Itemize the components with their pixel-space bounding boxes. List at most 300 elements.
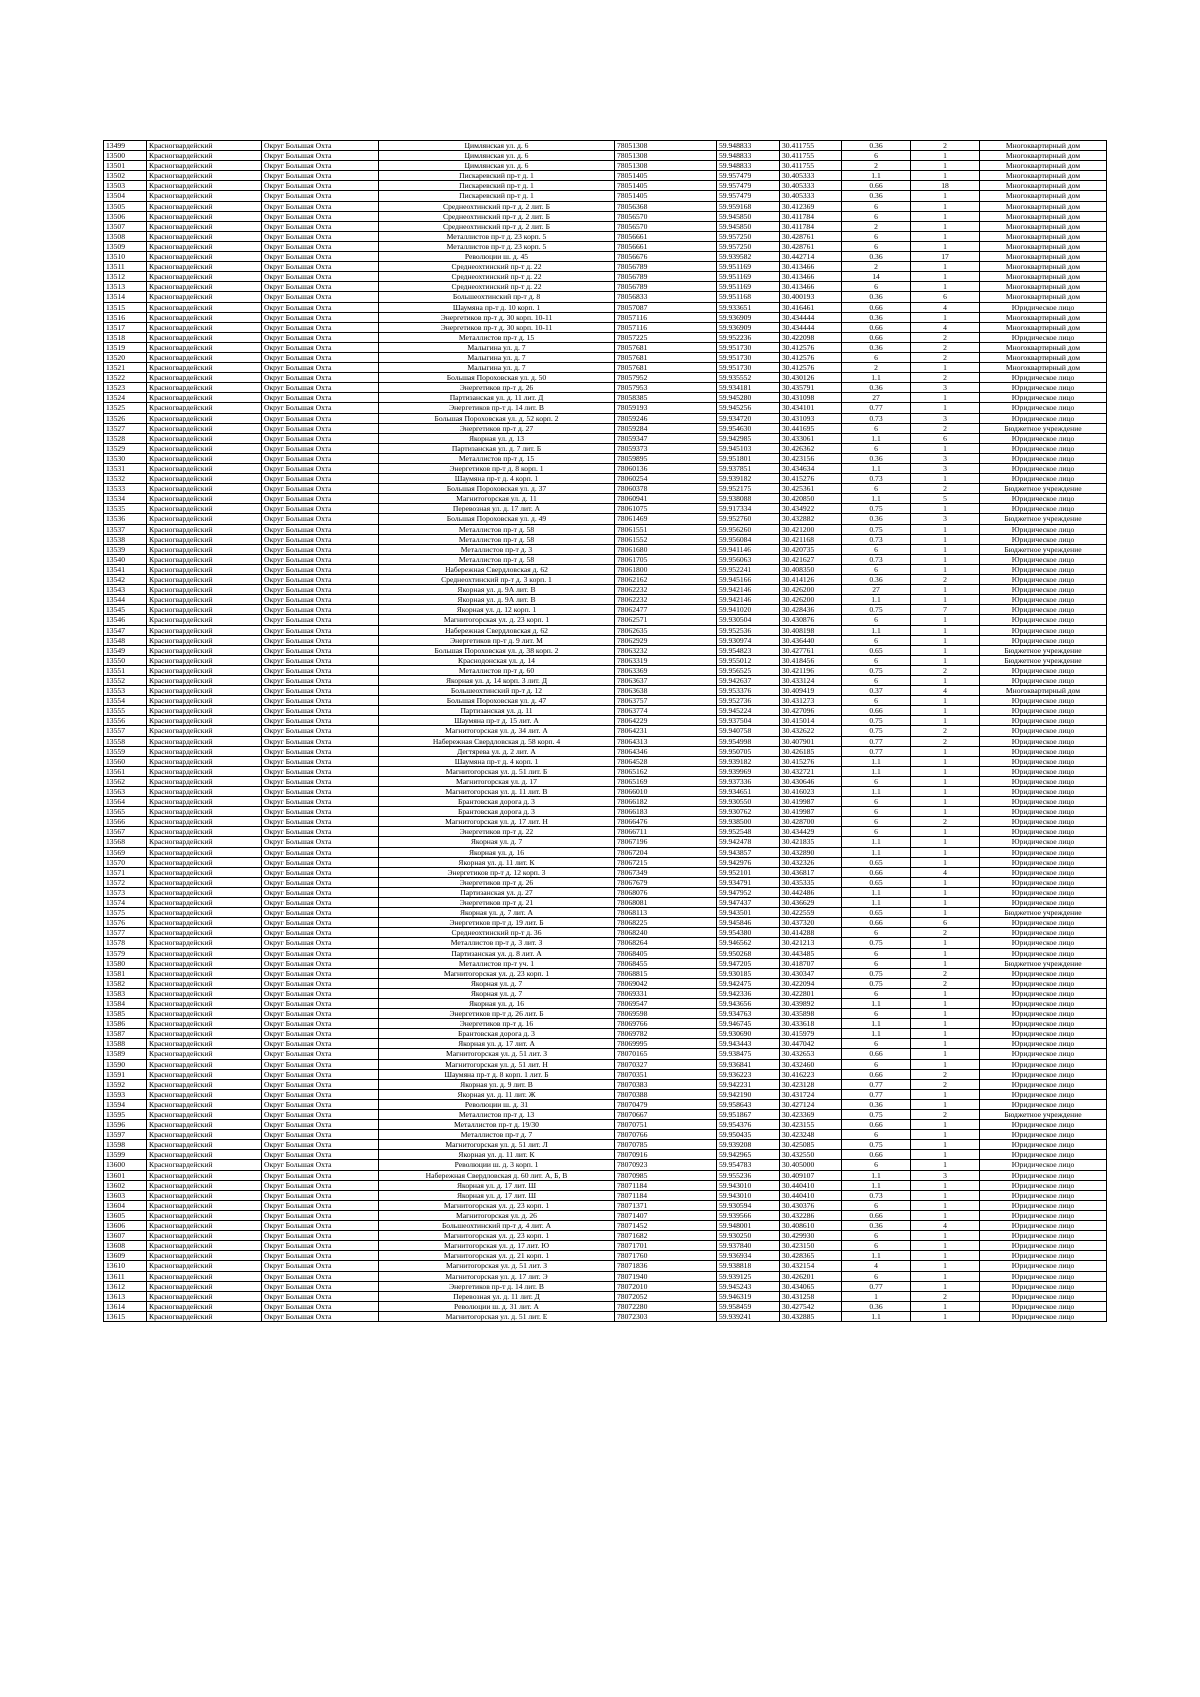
cell-owner-type: Юридическое лицо [980, 847, 1107, 857]
cell-container-count: 4 [911, 322, 980, 332]
cell-longitude: 30.411755 [780, 161, 842, 171]
cell-container-volume: 6 [842, 797, 911, 807]
cell-container-count: 1 [911, 998, 980, 1008]
cell-container-volume: 1.1 [842, 766, 911, 776]
cell-owner-type: Юридическое лицо [980, 867, 1107, 877]
cell-longitude: 30.405333 [780, 191, 842, 201]
cell-container-volume: 0.36 [842, 312, 911, 322]
cell-object-code: 78069547 [615, 998, 717, 1008]
table-row [104, 221, 1107, 231]
cell-municipal-okrug: Округ Большая Охта [262, 998, 379, 1008]
cell-object-code: 78062929 [615, 635, 717, 645]
cell-longitude: 30.442714 [780, 252, 842, 262]
cell-longitude: 30.433124 [780, 675, 842, 685]
cell-container-count: 1 [911, 534, 980, 544]
cell-longitude: 30.420735 [780, 544, 842, 554]
cell-container-count: 1 [911, 595, 980, 605]
cell-owner-type: Многоквартирный дом [980, 322, 1107, 332]
cell-latitude: 59.952241 [717, 564, 780, 574]
cell-address: Партизанская ул. д. 11 лит. Д [379, 393, 615, 403]
cell-record-id: 13547 [104, 625, 147, 635]
cell-object-code: 78067349 [615, 867, 717, 877]
cell-municipal-okrug: Округ Большая Охта [262, 595, 379, 605]
cell-address: Энергетиков пр-т д. 19 лит. Б [379, 918, 615, 928]
cell-longitude: 30.431258 [780, 1291, 842, 1301]
cell-latitude: 59.952736 [717, 696, 780, 706]
cell-owner-type: Многоквартирный дом [980, 151, 1107, 161]
cell-object-code: 78051308 [615, 161, 717, 171]
cell-record-id: 13529 [104, 443, 147, 453]
cell-municipal-okrug: Округ Большая Охта [262, 524, 379, 534]
cell-longitude: 30.405000 [780, 1160, 842, 1170]
cell-object-code: 78063637 [615, 675, 717, 685]
cell-container-volume: 0.75 [842, 968, 911, 978]
cell-district: Красногвардейский [147, 817, 262, 827]
table-row [104, 332, 1107, 342]
cell-latitude: 59.940758 [717, 726, 780, 736]
cell-latitude: 59.939566 [717, 1210, 780, 1220]
cell-latitude: 59.953376 [717, 686, 780, 696]
cell-latitude: 59.939969 [717, 766, 780, 776]
cell-municipal-okrug: Округ Большая Охта [262, 554, 379, 564]
cell-district: Красногвардейский [147, 1089, 262, 1099]
cell-district: Красногвардейский [147, 141, 262, 151]
cell-latitude: 59.948833 [717, 161, 780, 171]
cell-container-volume: 0.36 [842, 191, 911, 201]
cell-container-volume: 1.1 [842, 625, 911, 635]
cell-container-count: 2 [911, 817, 980, 827]
cell-address: Якорная ул. д. 9 лит. В [379, 1079, 615, 1089]
cell-record-id: 13601 [104, 1170, 147, 1180]
cell-municipal-okrug: Округ Большая Охта [262, 443, 379, 453]
cell-district: Красногвардейский [147, 423, 262, 433]
cell-owner-type: Юридическое лицо [980, 1099, 1107, 1109]
table-row [104, 1089, 1107, 1099]
cell-owner-type: Юридическое лицо [980, 1301, 1107, 1311]
cell-longitude: 30.419987 [780, 797, 842, 807]
cell-district: Красногвардейский [147, 766, 262, 776]
cell-owner-type: Многоквартирный дом [980, 272, 1107, 282]
cell-address: Энергетиков пр-т д. 22 [379, 827, 615, 837]
cell-latitude: 59.943857 [717, 847, 780, 857]
cell-record-id: 13586 [104, 1019, 147, 1029]
cell-container-count: 1 [911, 211, 980, 221]
cell-district: Красногвардейский [147, 211, 262, 221]
cell-latitude: 59.943010 [717, 1180, 780, 1190]
cell-longitude: 30.432154 [780, 1261, 842, 1271]
cell-owner-type: Юридическое лицо [980, 817, 1107, 827]
cell-container-volume: 6 [842, 443, 911, 453]
cell-district: Красногвардейский [147, 191, 262, 201]
cell-latitude: 59.936909 [717, 312, 780, 322]
cell-longitude: 30.447042 [780, 1039, 842, 1049]
cell-municipal-okrug: Округ Большая Охта [262, 141, 379, 151]
table-row [104, 373, 1107, 383]
cell-owner-type: Бюджетное учреждение [980, 514, 1107, 524]
cell-district: Красногвардейский [147, 151, 262, 161]
cell-municipal-okrug: Округ Большая Охта [262, 665, 379, 675]
table-row [104, 272, 1107, 282]
cell-record-id: 13566 [104, 817, 147, 827]
cell-longitude: 30.430646 [780, 776, 842, 786]
cell-longitude: 30.432721 [780, 766, 842, 776]
cell-owner-type: Юридическое лицо [980, 827, 1107, 837]
cell-latitude: 59.945103 [717, 443, 780, 453]
cell-district: Красногвардейский [147, 171, 262, 181]
cell-address: Металлистов пр-т д. 13 [379, 1110, 615, 1120]
cell-latitude: 59.945166 [717, 575, 780, 585]
cell-object-code: 78069995 [615, 1039, 717, 1049]
table-row [104, 1170, 1107, 1180]
cell-record-id: 13500 [104, 151, 147, 161]
cell-container-volume: 6 [842, 807, 911, 817]
cell-district: Красногвардейский [147, 342, 262, 352]
cell-address: Якорная ул. д. 9А лит. В [379, 595, 615, 605]
cell-record-id: 13609 [104, 1251, 147, 1261]
cell-container-volume: 1.1 [842, 898, 911, 908]
cell-owner-type: Бюджетное учреждение [980, 423, 1107, 433]
cell-record-id: 13541 [104, 564, 147, 574]
cell-municipal-okrug: Округ Большая Охта [262, 877, 379, 887]
cell-latitude: 59.930504 [717, 615, 780, 625]
cell-municipal-okrug: Округ Большая Охта [262, 363, 379, 373]
cell-latitude: 59.956525 [717, 665, 780, 675]
cell-object-code: 78061551 [615, 524, 717, 534]
table-row [104, 908, 1107, 918]
cell-object-code: 78060136 [615, 464, 717, 474]
cell-latitude: 59.951730 [717, 352, 780, 362]
cell-container-volume: 6 [842, 635, 911, 645]
cell-latitude: 59.946745 [717, 1019, 780, 1029]
cell-district: Красногвардейский [147, 231, 262, 241]
cell-latitude: 59.957479 [717, 191, 780, 201]
cell-district: Красногвардейский [147, 534, 262, 544]
cell-container-volume: 0.65 [842, 857, 911, 867]
cell-container-volume: 6 [842, 231, 911, 241]
table-row [104, 837, 1107, 847]
cell-container-count: 3 [911, 1170, 980, 1180]
cell-latitude: 59.937504 [717, 716, 780, 726]
table-row [104, 252, 1107, 262]
cell-longitude: 30.426185 [780, 746, 842, 756]
table-row [104, 342, 1107, 352]
cell-district: Красногвардейский [147, 1110, 262, 1120]
cell-address: Большеохтинский пр-т д. 12 [379, 686, 615, 696]
cell-district: Красногвардейский [147, 373, 262, 383]
cell-longitude: 30.427761 [780, 645, 842, 655]
cell-municipal-okrug: Округ Большая Охта [262, 383, 379, 393]
cell-record-id: 13571 [104, 867, 147, 877]
cell-owner-type: Юридическое лицо [980, 988, 1107, 998]
cell-municipal-okrug: Округ Большая Охта [262, 1281, 379, 1291]
cell-longitude: 30.432460 [780, 1059, 842, 1069]
cell-container-count: 3 [911, 453, 980, 463]
table-row [104, 181, 1107, 191]
cell-municipal-okrug: Округ Большая Охта [262, 686, 379, 696]
cell-container-count: 1 [911, 746, 980, 756]
cell-latitude: 59.951867 [717, 1110, 780, 1120]
table-row [104, 595, 1107, 605]
cell-address: Большеохтинский пр-т д. 8 [379, 292, 615, 302]
cell-owner-type: Юридическое лицо [980, 1251, 1107, 1261]
cell-record-id: 13580 [104, 958, 147, 968]
table-row [104, 645, 1107, 655]
cell-container-count: 1 [911, 1059, 980, 1069]
cell-object-code: 78071371 [615, 1200, 717, 1210]
cell-object-code: 78060941 [615, 494, 717, 504]
table-row [104, 948, 1107, 958]
cell-district: Красногвардейский [147, 474, 262, 484]
cell-record-id: 13504 [104, 191, 147, 201]
cell-municipal-okrug: Округ Большая Охта [262, 787, 379, 797]
cell-container-volume: 4 [842, 1261, 911, 1271]
cell-municipal-okrug: Округ Большая Охта [262, 1029, 379, 1039]
cell-district: Красногвардейский [147, 1281, 262, 1291]
table-row [104, 1311, 1107, 1321]
cell-latitude: 59.957479 [717, 171, 780, 181]
cell-container-volume: 6 [842, 1200, 911, 1210]
cell-owner-type: Юридическое лицо [980, 302, 1107, 312]
cell-container-volume: 1.1 [842, 1311, 911, 1321]
cell-address: Магнитогорская ул. д. 51 лит. З [379, 1261, 615, 1271]
cell-container-volume: 6 [842, 1160, 911, 1170]
cell-municipal-okrug: Округ Большая Охта [262, 625, 379, 635]
cell-longitude: 30.434101 [780, 403, 842, 413]
cell-object-code: 78063319 [615, 655, 717, 665]
cell-district: Красногвардейский [147, 282, 262, 292]
cell-address: Партизанская ул. д. 7 лит. Б [379, 443, 615, 453]
table-row [104, 625, 1107, 635]
cell-latitude: 59.942475 [717, 978, 780, 988]
cell-container-volume: 0.77 [842, 1281, 911, 1291]
cell-address: Брантовская дорога д. 3 [379, 1029, 615, 1039]
cell-record-id: 13558 [104, 736, 147, 746]
table-row [104, 867, 1107, 877]
cell-district: Красногвардейский [147, 1221, 262, 1231]
cell-longitude: 30.412369 [780, 201, 842, 211]
cell-container-count: 3 [911, 464, 980, 474]
cell-owner-type: Многоквартирный дом [980, 141, 1107, 151]
cell-object-code: 78063757 [615, 696, 717, 706]
cell-record-id: 13590 [104, 1059, 147, 1069]
cell-owner-type: Юридическое лицо [980, 706, 1107, 716]
cell-object-code: 78057953 [615, 383, 717, 393]
cell-record-id: 13530 [104, 453, 147, 463]
cell-container-count: 1 [911, 696, 980, 706]
cell-district: Красногвардейский [147, 1039, 262, 1049]
table-row [104, 292, 1107, 302]
table-row [104, 938, 1107, 948]
cell-owner-type: Юридическое лицо [980, 1221, 1107, 1231]
cell-longitude: 30.408198 [780, 625, 842, 635]
cell-record-id: 13592 [104, 1079, 147, 1089]
cell-record-id: 13516 [104, 312, 147, 322]
cell-container-count: 1 [911, 635, 980, 645]
cell-record-id: 13557 [104, 726, 147, 736]
cell-address: Магнитогорская ул. д. 23 корп. 1 [379, 615, 615, 625]
cell-object-code: 78070667 [615, 1110, 717, 1120]
cell-latitude: 59.935552 [717, 373, 780, 383]
cell-owner-type: Юридическое лицо [980, 1069, 1107, 1079]
cell-longitude: 30.416223 [780, 1069, 842, 1079]
cell-container-volume: 0.75 [842, 938, 911, 948]
cell-container-count: 1 [911, 161, 980, 171]
cell-container-count: 4 [911, 686, 980, 696]
cell-object-code: 78059193 [615, 403, 717, 413]
cell-owner-type: Юридическое лицо [980, 554, 1107, 564]
table-row [104, 1120, 1107, 1130]
cell-latitude: 59.947952 [717, 887, 780, 897]
cell-latitude: 59.941146 [717, 544, 780, 554]
cell-container-count: 2 [911, 665, 980, 675]
cell-address: Цимлянская ул. д. 6 [379, 151, 615, 161]
cell-district: Красногвардейский [147, 1190, 262, 1200]
cell-record-id: 13518 [104, 332, 147, 342]
table-row [104, 1099, 1107, 1109]
cell-address: Набережная Свердловская д. 62 [379, 564, 615, 574]
cell-district: Красногвардейский [147, 998, 262, 1008]
cell-container-count: 1 [911, 191, 980, 201]
cell-record-id: 13531 [104, 464, 147, 474]
cell-address: Металлистов пр-т д. 23 корп. 5 [379, 241, 615, 251]
cell-district: Красногвардейский [147, 595, 262, 605]
table-row [104, 393, 1107, 403]
cell-municipal-okrug: Округ Большая Охта [262, 716, 379, 726]
cell-municipal-okrug: Округ Большая Охта [262, 282, 379, 292]
cell-container-volume: 6 [842, 827, 911, 837]
cell-district: Красногвардейский [147, 827, 262, 837]
cell-district: Красногвардейский [147, 847, 262, 857]
table-row [104, 524, 1107, 534]
cell-address: Среднеохтинский пр-т д. 22 [379, 282, 615, 292]
cell-record-id: 13545 [104, 605, 147, 615]
cell-longitude: 30.420850 [780, 494, 842, 504]
cell-longitude: 30.418707 [780, 958, 842, 968]
cell-container-volume: 6 [842, 675, 911, 685]
cell-district: Красногвардейский [147, 363, 262, 373]
cell-container-count: 1 [911, 988, 980, 998]
cell-record-id: 13614 [104, 1301, 147, 1311]
cell-district: Красногвардейский [147, 867, 262, 877]
table-row [104, 726, 1107, 736]
cell-address: Металлистов пр-т д. 19/30 [379, 1120, 615, 1130]
cell-object-code: 78064528 [615, 756, 717, 766]
cell-owner-type: Юридическое лицо [980, 403, 1107, 413]
cell-latitude: 59.939182 [717, 474, 780, 484]
cell-container-count: 1 [911, 807, 980, 817]
cell-municipal-okrug: Округ Большая Охта [262, 766, 379, 776]
cell-container-count: 2 [911, 575, 980, 585]
cell-district: Красногвардейский [147, 918, 262, 928]
cell-district: Красногвардейский [147, 1180, 262, 1190]
table-row [104, 1130, 1107, 1140]
cell-owner-type: Юридическое лицо [980, 736, 1107, 746]
cell-container-count: 1 [911, 625, 980, 635]
table-row [104, 363, 1107, 373]
table-row [104, 807, 1107, 817]
cell-latitude: 59.942336 [717, 988, 780, 998]
cell-object-code: 78051405 [615, 171, 717, 181]
cell-record-id: 13538 [104, 534, 147, 544]
cell-district: Красногвардейский [147, 1301, 262, 1311]
cell-owner-type: Юридическое лицо [980, 1019, 1107, 1029]
cell-object-code: 78063369 [615, 665, 717, 675]
cell-address: Металлистов пр-т д. 23 корп. 5 [379, 231, 615, 241]
cell-municipal-okrug: Округ Большая Охта [262, 918, 379, 928]
cell-district: Красногвардейский [147, 544, 262, 554]
cell-municipal-okrug: Округ Большая Охта [262, 171, 379, 181]
cell-address: Магнитогорская ул. д. 51 лит. Л [379, 1140, 615, 1150]
cell-municipal-okrug: Округ Большая Охта [262, 151, 379, 161]
cell-owner-type: Юридическое лицо [980, 928, 1107, 938]
cell-owner-type: Юридическое лицо [980, 857, 1107, 867]
cell-container-volume: 0.73 [842, 1190, 911, 1200]
cell-container-volume: 0.37 [842, 686, 911, 696]
cell-container-volume: 6 [842, 484, 911, 494]
cell-owner-type: Бюджетное учреждение [980, 544, 1107, 554]
cell-district: Красногвардейский [147, 898, 262, 908]
table-row [104, 797, 1107, 807]
table-row [104, 151, 1107, 161]
cell-record-id: 13578 [104, 938, 147, 948]
cell-record-id: 13583 [104, 988, 147, 998]
table-row [104, 847, 1107, 857]
cell-owner-type: Юридическое лицо [980, 1130, 1107, 1140]
cell-latitude: 59.938500 [717, 817, 780, 827]
cell-container-volume: 0.65 [842, 908, 911, 918]
cell-longitude: 30.421213 [780, 938, 842, 948]
cell-district: Красногвардейский [147, 1170, 262, 1180]
cell-object-code: 78059895 [615, 453, 717, 463]
cell-longitude: 30.405333 [780, 181, 842, 191]
cell-municipal-okrug: Округ Большая Охта [262, 322, 379, 332]
cell-municipal-okrug: Округ Большая Охта [262, 1251, 379, 1261]
cell-municipal-okrug: Округ Большая Охта [262, 1110, 379, 1120]
cell-municipal-okrug: Округ Большая Охта [262, 776, 379, 786]
table-row [104, 958, 1107, 968]
cell-address: Якорная ул. д. 7 лит. А [379, 908, 615, 918]
cell-latitude: 59.947205 [717, 958, 780, 968]
cell-container-count: 1 [911, 1281, 980, 1291]
cell-container-volume: 6 [842, 958, 911, 968]
cell-latitude: 59.942965 [717, 1150, 780, 1160]
cell-container-volume: 0.75 [842, 524, 911, 534]
cell-owner-type: Юридическое лицо [980, 534, 1107, 544]
cell-record-id: 13572 [104, 877, 147, 887]
cell-address: Якорная ул. д. 17 лит. А [379, 1039, 615, 1049]
cell-owner-type: Юридическое лицо [980, 453, 1107, 463]
cell-municipal-okrug: Округ Большая Охта [262, 464, 379, 474]
cell-object-code: 78059347 [615, 433, 717, 443]
cell-address: Магнитогорская ул. д. 17 лит. Э [379, 1271, 615, 1281]
cell-container-count: 1 [911, 544, 980, 554]
cell-record-id: 13544 [104, 595, 147, 605]
cell-owner-type: Юридическое лицо [980, 948, 1107, 958]
cell-container-count: 1 [911, 1049, 980, 1059]
table-row [104, 171, 1107, 181]
cell-owner-type: Многоквартирный дом [980, 191, 1107, 201]
cell-address: Революции ш. д. 3 корп. 1 [379, 1160, 615, 1170]
cell-address: Большая Пороховская ул. д. 49 [379, 514, 615, 524]
cell-owner-type: Юридическое лицо [980, 615, 1107, 625]
cell-longitude: 30.431093 [780, 413, 842, 423]
cell-address: Магнитогорская ул. д. 51 лит. Е [379, 1311, 615, 1321]
cell-object-code: 78061800 [615, 564, 717, 574]
cell-owner-type: Юридическое лицо [980, 665, 1107, 675]
cell-longitude: 30.433618 [780, 1019, 842, 1029]
table-row [104, 1190, 1107, 1200]
cell-object-code: 78061552 [615, 534, 717, 544]
